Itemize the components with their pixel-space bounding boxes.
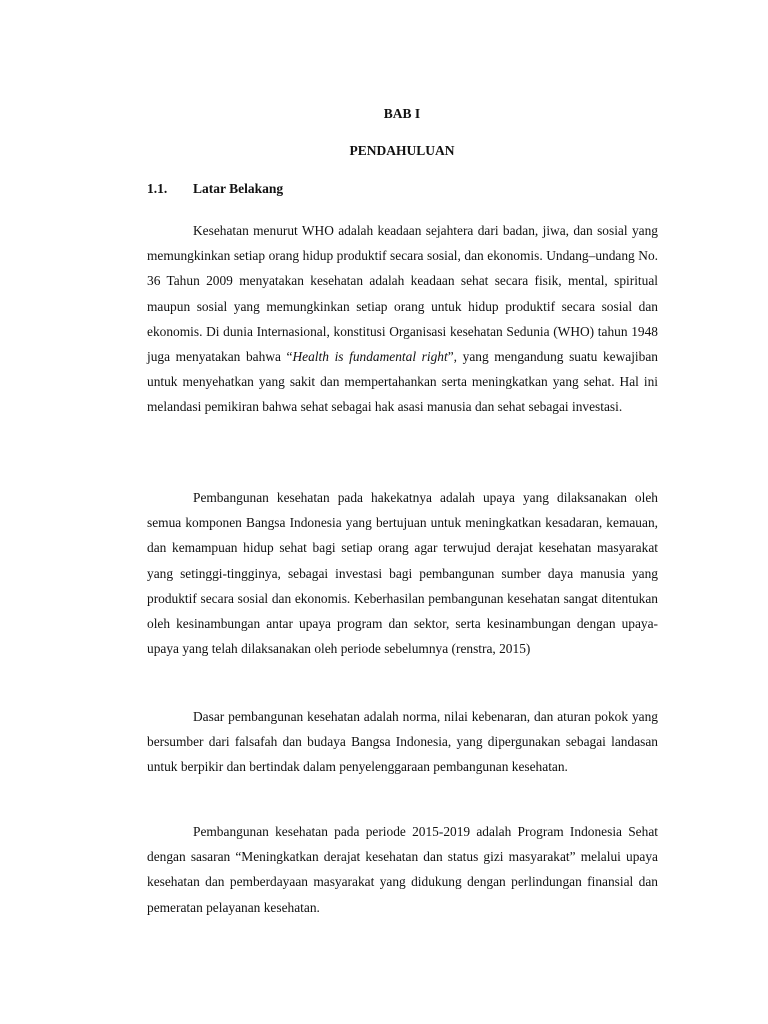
section-title: Latar Belakang (193, 181, 284, 196)
section-heading (147, 181, 283, 197)
paragraph-1-italic-phrase: Health is fundamental right (292, 349, 448, 365)
paragraph-1-text-after: ”, yang mengandung suatu kewajiban untuk menyehatkan yang sakit dan mempertahankan serta meningkatkan yang sehat. Hal ini melandasi pemikiran bahwa sehat sebagai hak asasi manusia dan sehat sebagai investasi. (147, 349, 658, 415)
chapter-title: PENDAHULUAN (349, 143, 455, 158)
paragraph-1-text-before: Kesehatan menurut WHO adalah keadaan sejahtera dari badan, jiwa, dan sosial yang memungkinkan setiap orang hidup produktif secara sosial, dan ekonomis. Undang–undang No. 36 Tahun 2009 menyatakan kesehatan adalah keadaan sehat secara fisik, mental, spiritual maupun sosial yang memungkinkan setiap orang untuk hidup produktif secara sosial dan ekonomis. Di dunia Internasional, konstitusi Organisasi kesehatan Sedunia (WHO) tahun 1948 juga menyatakan bahwa “ (147, 223, 658, 365)
paragraph-1 (147, 218, 658, 420)
section-number: 1.1. (147, 181, 168, 196)
paragraph-3: Dasar pembangunan kesehatan adalah norma, nilai kebenaran, dan aturan pokok yang bersumber dari falsafah dan budaya Bangsa Indonesia, yang dipergunakan sebagai landasan untuk berpikir dan bertindak dalam penyelenggaraan pembangunan kesehatan. (147, 709, 658, 775)
paragraph-2: Pembangunan kesehatan pada hakekatnya adalah upaya yang dilaksanakan oleh semua komponen Bangsa Indonesia yang bertujuan untuk meningkatkan kesadaran, kemauan, dan kemampuan hidup sehat bagi setiap orang agar terwujud derajat kesehatan masyarakat yang setinggi-tingginya, sebagai investasi bagi pembangunan sumber daya manusia yang produktif secara sosial dan ekonomis. Keberhasilan pembangunan kesehatan sangat ditentukan oleh kesinambungan antar upaya program dan sektor, serta kesinambungan dengan upaya-upaya yang telah dilaksanakan oleh periode sebelumnya (renstra, 2015) (147, 490, 658, 657)
paragraph-4: Pembangunan kesehatan pada periode 2015-2019 adalah Program Indonesia Sehat dengan sasaran “Meningkatkan derajat kesehatan dan status gizi masyarakat” melalui upaya kesehatan dan pemberdayaan masyarakat yang didukung dengan perlindungan finansial dan pemeratan pelayanan kesehatan. (147, 824, 658, 915)
chapter-number: BAB I (383, 106, 421, 121)
